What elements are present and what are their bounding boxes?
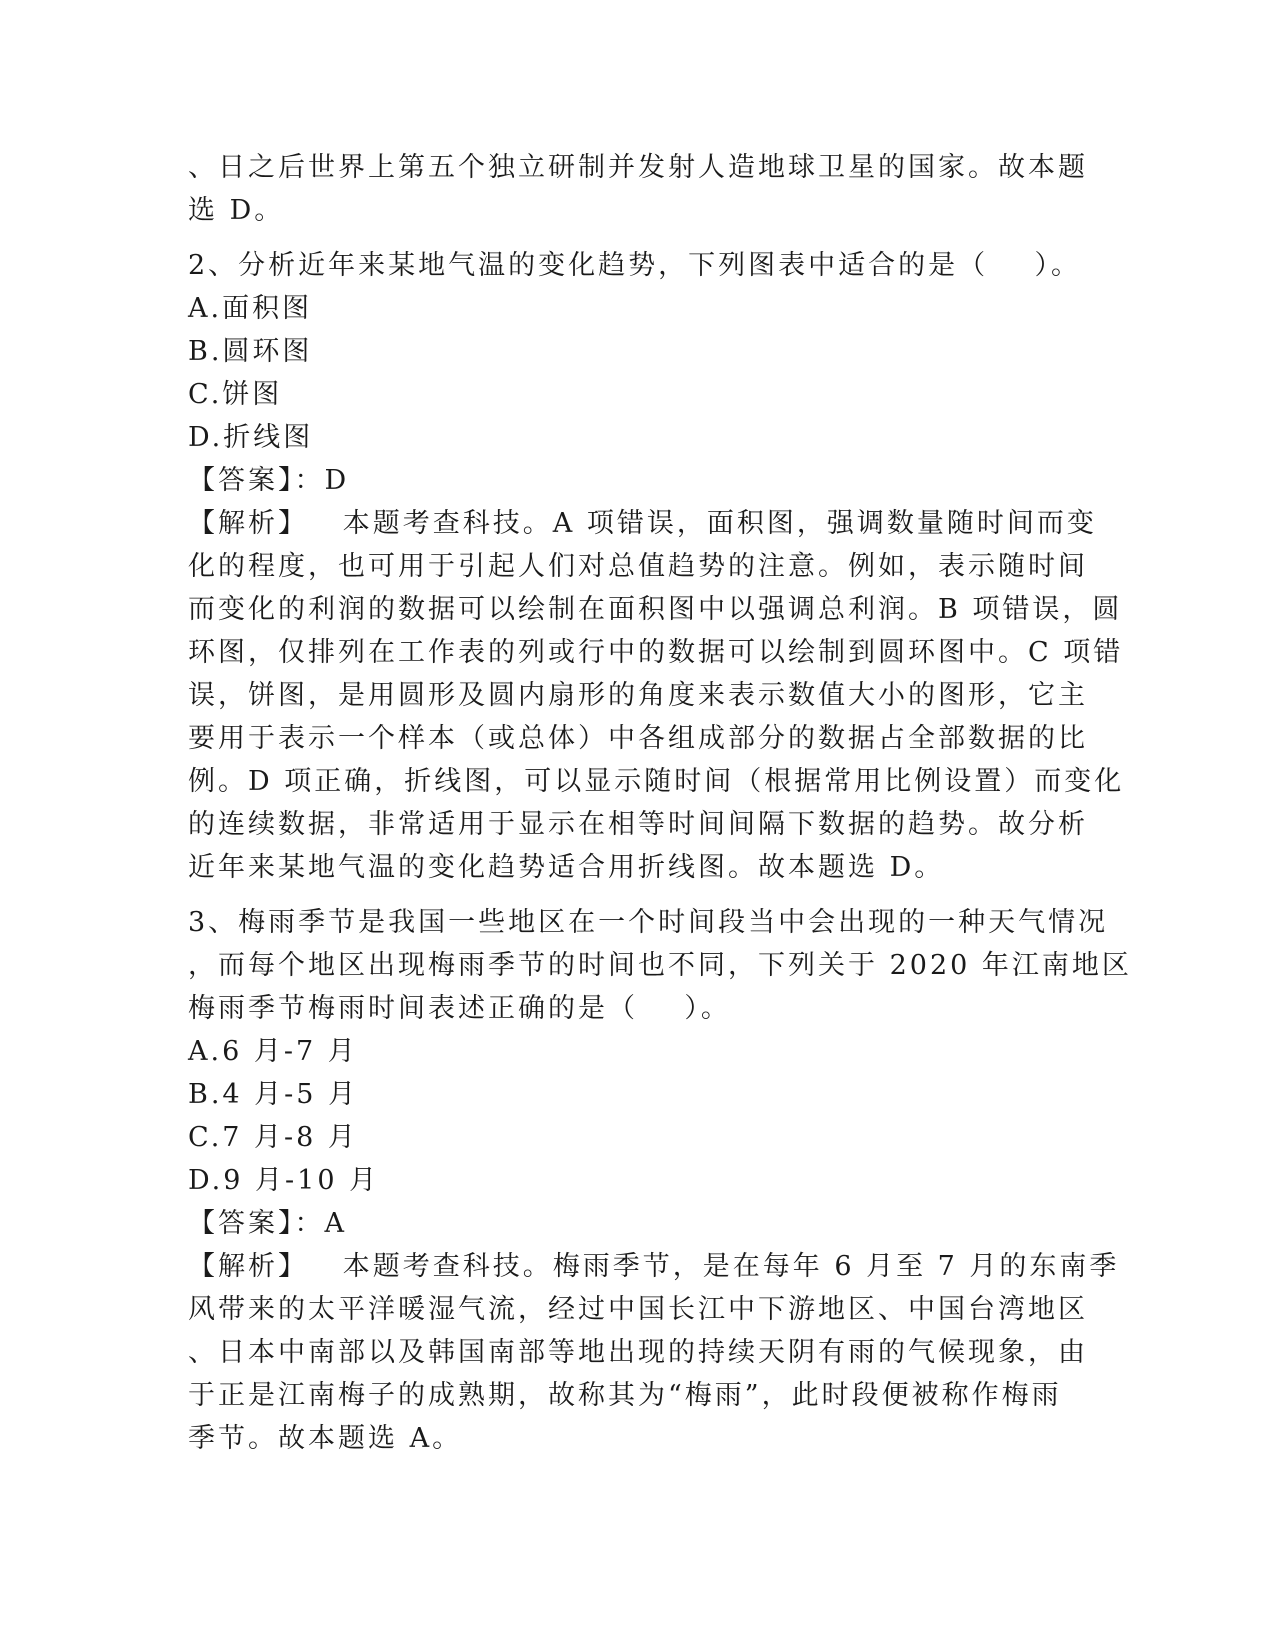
analysis-paragraph	[188, 1245, 1120, 1460]
text-line: 【解析】 本题考查科技。A 项错误，面积图，强调数量随时间而变	[188, 508, 1097, 539]
question-text: 梅雨季节梅雨时间表述正确的是（ ）。	[188, 993, 731, 1024]
text-line: 【解析】 本题考查科技。梅雨季节，是在每年 6 月至 7 月的东南季	[188, 1251, 1120, 1282]
text-line: 选 D。	[188, 195, 285, 226]
text-line: 误，饼图，是用圆形及圆内扇形的角度来表示数值大小的图形，它主	[188, 680, 1088, 711]
text-line: 而变化的利润的数据可以绘制在面积图中以强调总利润。B 项错误，圆	[188, 594, 1123, 625]
answer-line: 【答案】：A	[188, 1208, 347, 1239]
text-line: 化的程度，也可用于引起人们对总值趋势的注意。例如，表示随时间	[188, 551, 1088, 582]
text-line: 、日本中南部以及韩国南部等地出现的持续天阴有雨的气候现象，由	[188, 1337, 1088, 1368]
text-line: 于正是江南梅子的成熟期，故称其为“梅雨”，此时段便被称作梅雨	[188, 1380, 1062, 1411]
question-text: 3、梅雨季节是我国一些地区在一个时间段当中会出现的一种天气情况	[188, 907, 1109, 938]
text-line: 环图，仅排列在工作表的列或行中的数据可以绘制到圆环图中。C 项错	[188, 637, 1124, 668]
option-a: A.面积图	[188, 293, 313, 324]
option-c: C.饼图	[188, 379, 283, 410]
option-c: C.7 月-8 月	[188, 1122, 358, 1153]
document-page	[188, 146, 1132, 1460]
text-line: 的连续数据，非常适用于显示在相等时间间隔下数据的趋势。故分析	[188, 809, 1088, 840]
question-2	[188, 244, 1125, 889]
option-b: B.圆环图	[188, 336, 313, 367]
text-line: 要用于表示一个样本（或总体）中各组成部分的数据占全部数据的比	[188, 723, 1088, 754]
answer-line: 【答案】：D	[188, 465, 350, 496]
question-3	[188, 901, 1132, 1460]
question-text: ，而每个地区出现梅雨季节的时间也不同，下列关于 2020 年江南地区	[188, 950, 1132, 981]
question-text: 2、分析近年来某地气温的变化趋势，下列图表中适合的是（ ）。	[188, 250, 1082, 281]
text-line: 、日之后世界上第五个独立研制并发射人造地球卫星的国家。故本题	[188, 152, 1088, 183]
option-d: D.9 月-10 月	[188, 1165, 380, 1196]
analysis-paragraph	[188, 502, 1125, 889]
text-line: 季节。故本题选 A。	[188, 1423, 463, 1454]
text-line: 例。D 项正确，折线图，可以显示随时间（根据常用比例设置）而变化	[188, 766, 1125, 797]
intro-paragraph	[188, 146, 1088, 232]
option-b: B.4 月-5 月	[188, 1079, 359, 1110]
option-a: A.6 月-7 月	[188, 1036, 358, 1067]
text-line: 近年来某地气温的变化趋势适合用折线图。故本题选 D。	[188, 852, 945, 883]
text-line: 风带来的太平洋暖湿气流，经过中国长江中下游地区、中国台湾地区	[188, 1294, 1088, 1325]
option-d: D.折线图	[188, 422, 314, 453]
